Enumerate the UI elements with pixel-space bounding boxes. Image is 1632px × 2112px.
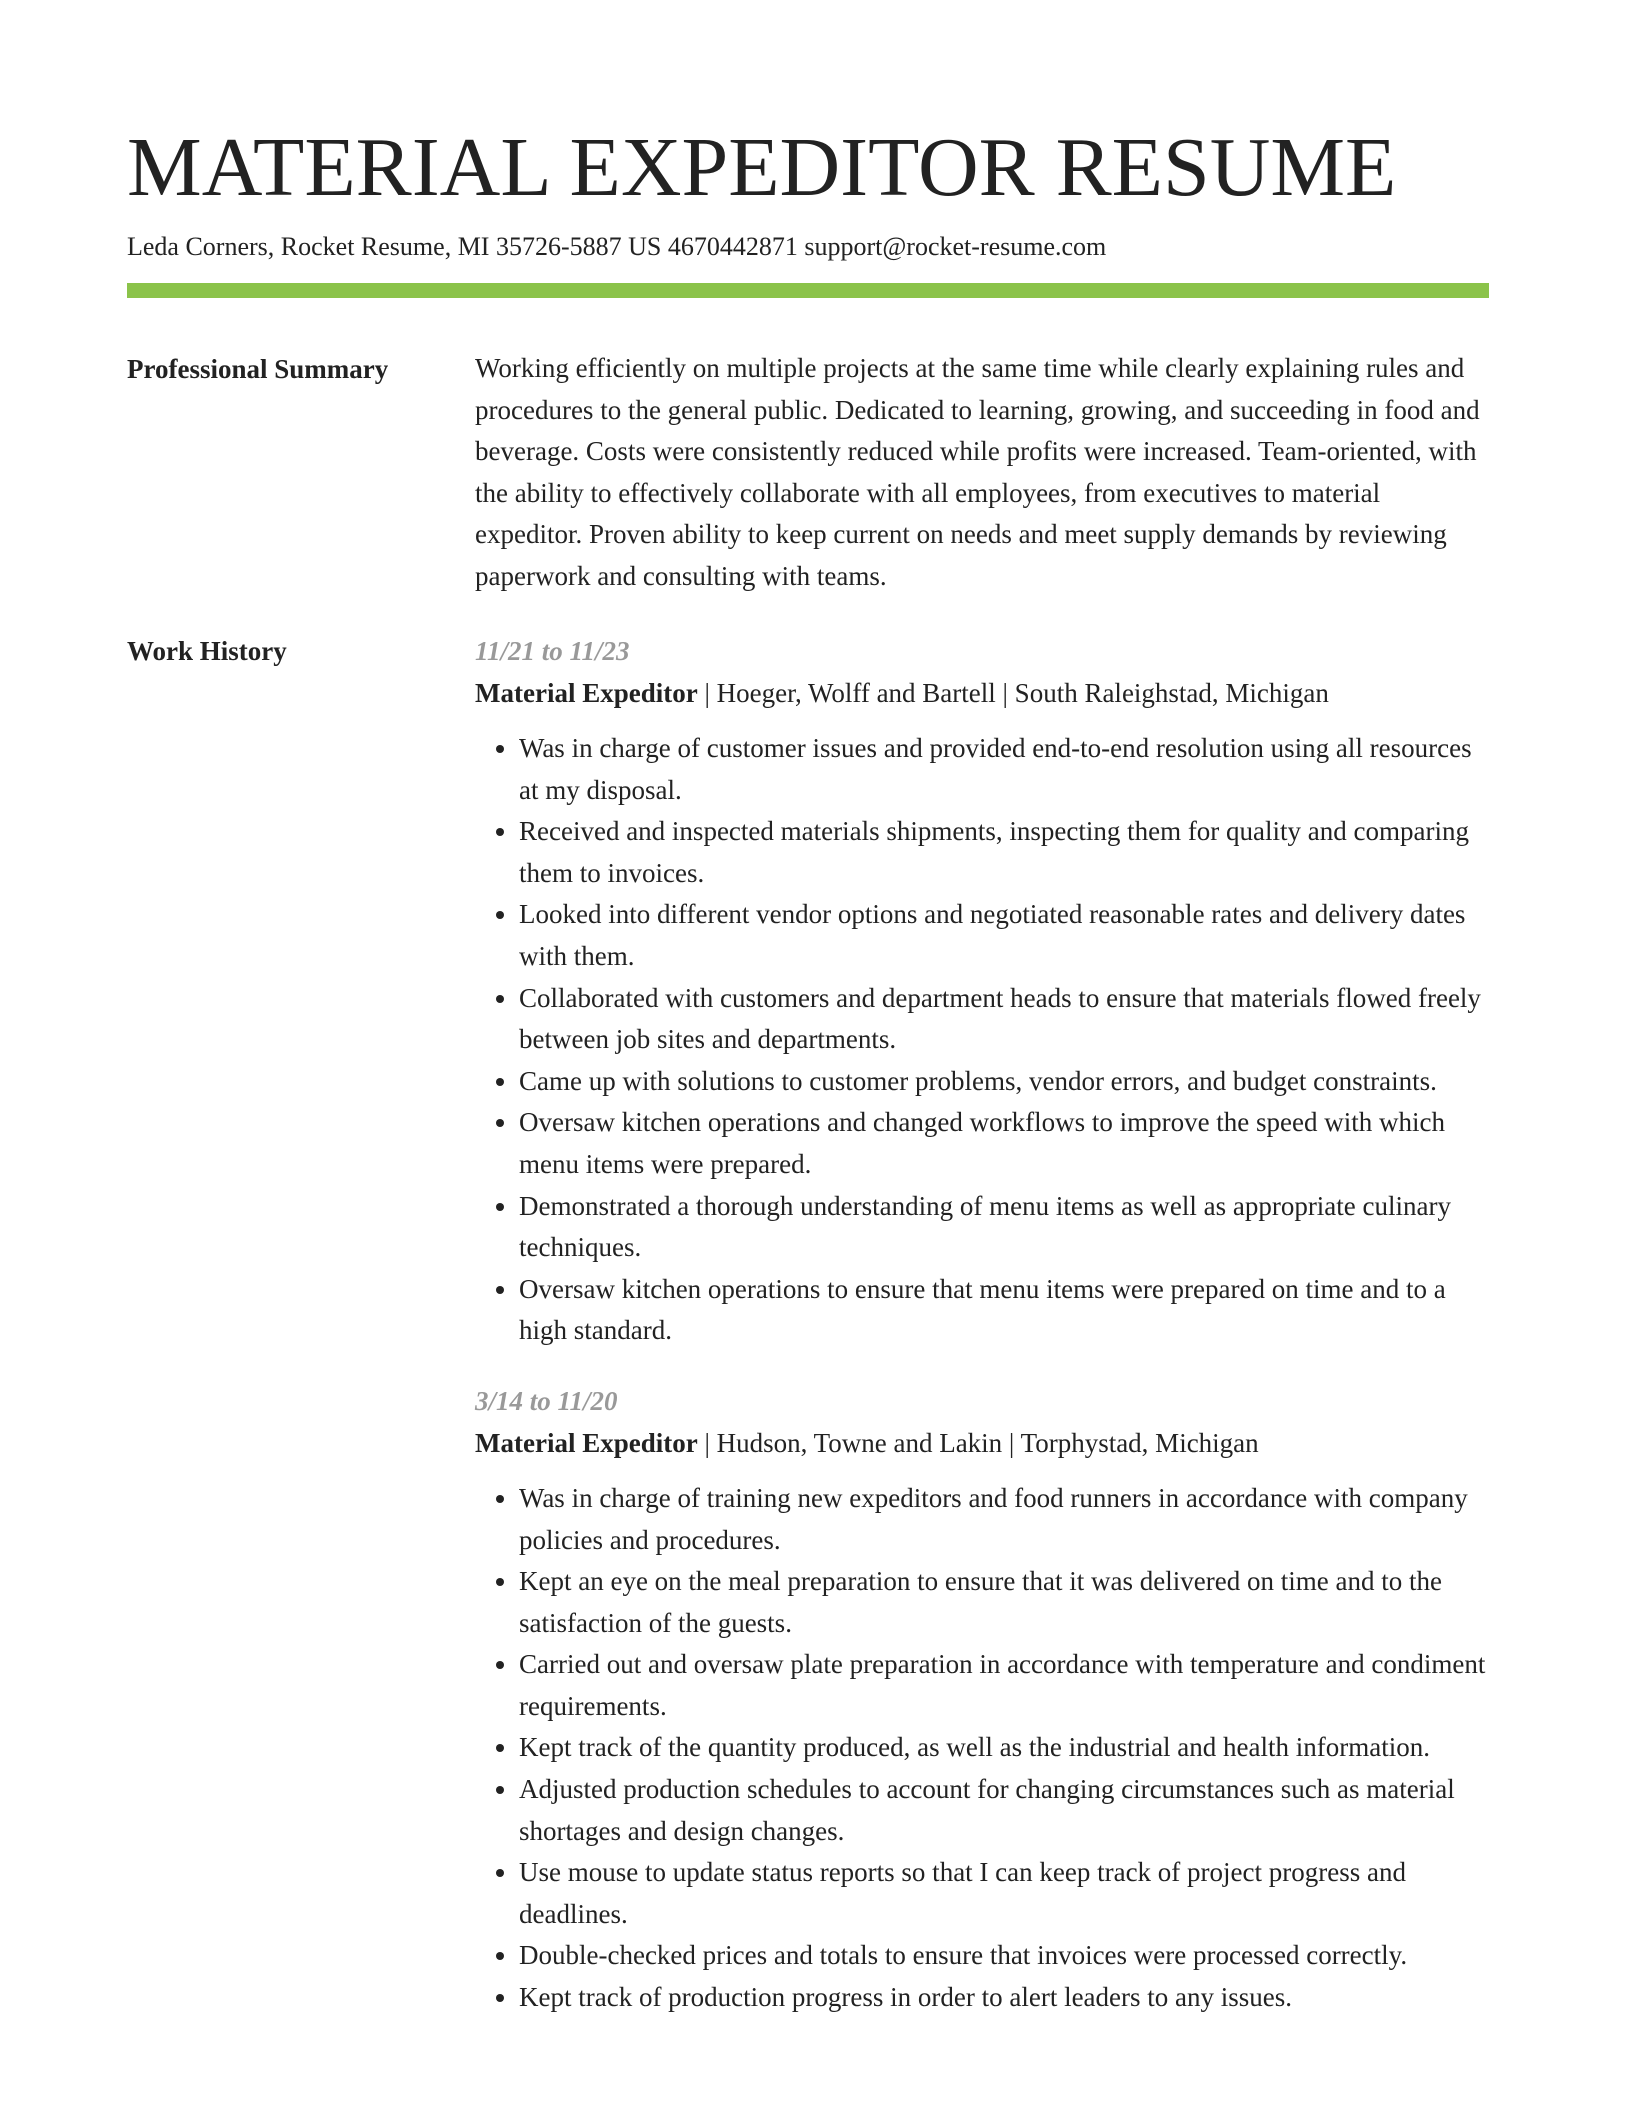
job-employer-location: | Hoeger, Wolff and Bartell | South Raleighstad, Michigan	[697, 678, 1329, 708]
job-bullet: • Came up with solutions to customer problems, vendor errors, and budget constraints.	[519, 1061, 1491, 1103]
job-bullet: • Was in charge of training new expeditors and food runners in accordance with company policies and procedures.	[519, 1478, 1491, 1561]
job-bullet-list	[475, 1478, 1491, 2019]
job-bullet: • Carried out and oversaw plate preparation in accordance with temperature and condiment requirements.	[519, 1644, 1491, 1727]
job-dates: 11/21 to 11/23	[475, 636, 630, 666]
job-dates: 3/14 to 11/20	[475, 1385, 618, 1416]
job-bullet: • Kept track of production progress in order to alert leaders to any issues.	[519, 1977, 1491, 2019]
work-history-body	[475, 630, 1491, 2019]
summary-body	[475, 348, 1491, 598]
job-bullet: • Oversaw kitchen operations to ensure that menu items were prepared on time and to a high standard.	[519, 1269, 1491, 1352]
section-label-work-history: Work History	[127, 636, 287, 666]
job-bullet: • Kept track of the quantity produced, as well as the industrial and health information.	[519, 1727, 1491, 1769]
job-bullet: • Looked into different vendor options and negotiated reasonable rates and delivery dates with them.	[519, 894, 1491, 977]
job-employer-location: | Hudson, Towne and Lakin | Torphystad, Michigan	[697, 1427, 1259, 1458]
job-bullet: • Adjusted production schedules to account for changing circumstances such as material shortages and design changes.	[519, 1769, 1491, 1852]
job-entry	[475, 1380, 1491, 2019]
job-bullet: • Received and inspected materials shipments, inspecting them for quality and comparing them to invoices.	[519, 811, 1491, 894]
job-bullet: • Double-checked prices and totals to ensure that invoices were processed correctly.	[519, 1935, 1491, 1977]
job-title: Material Expeditor	[475, 1427, 698, 1458]
job-bullet: • Collaborated with customers and department heads to ensure that materials flowed freely between job sites and departments.	[519, 978, 1491, 1061]
summary-text: Working efficiently on multiple projects at the same time while clearly explaining rules and procedures to the general public. Dedicated to learning, growing, and succeeding in food and beverage. Costs were consistently reduced while profits were increased. Team-oriented, with the ability to effectively collaborate with all employees, from executives to material expeditor. Proven ability to keep current on needs and meet supply demands by reviewing paperwork and consulting with teams.	[475, 353, 1480, 591]
job-bullet: • Kept an eye on the meal preparation to ensure that it was delivered on time and to the satisfaction of the guests.	[519, 1561, 1491, 1644]
contact-line: Leda Corners, Rocket Resume, MI 35726-5887 US 4670442871 support@rocket-resume.com	[127, 232, 1107, 261]
job-heading	[475, 672, 1491, 714]
job-bullet-list	[475, 728, 1491, 1352]
job-entry	[475, 630, 1491, 1352]
job-heading	[475, 1422, 1491, 1464]
job-bullet: • Oversaw kitchen operations and changed workflows to improve the speed with which menu items were prepared.	[519, 1102, 1491, 1185]
job-bullet: • Demonstrated a thorough understanding of menu items as well as appropriate culinary techniques.	[519, 1186, 1491, 1269]
job-bullet: • Use mouse to update status reports so that I can keep track of project progress and deadlines.	[519, 1852, 1491, 1935]
section-label-summary: Professional Summary	[127, 354, 389, 384]
resume-title: MATERIAL EXPEDITOR RESUME	[127, 121, 1397, 214]
job-bullet: • Was in charge of customer issues and provided end-to-end resolution using all resources at my disposal.	[519, 728, 1491, 811]
accent-divider	[127, 283, 1489, 298]
job-title: Material Expeditor	[475, 678, 698, 708]
